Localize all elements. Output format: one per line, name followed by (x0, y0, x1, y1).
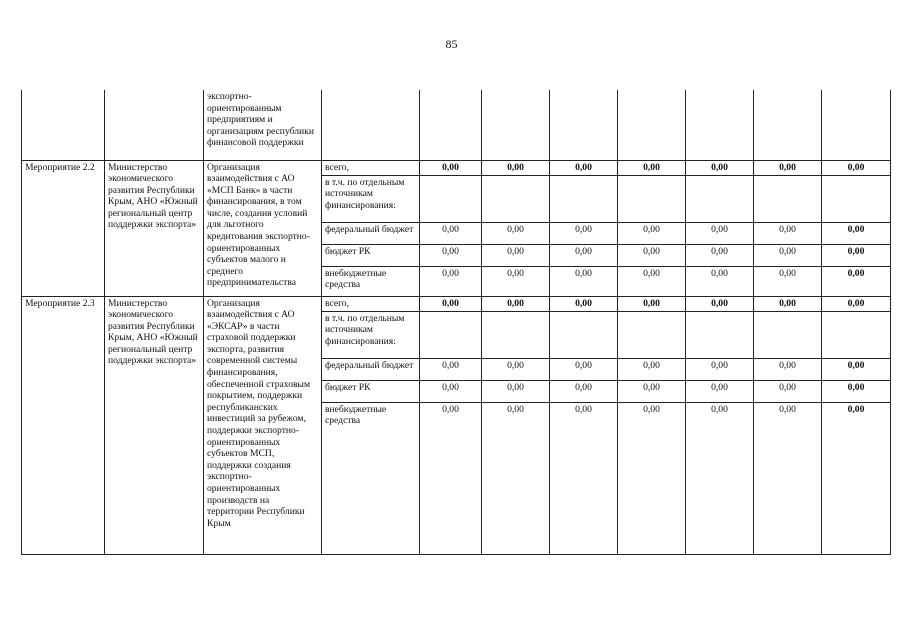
amount-cell: 0,00 (420, 296, 482, 311)
amount-cell (420, 175, 482, 222)
continuation-row (22, 90, 891, 160)
amount-cell: 0,00 (618, 380, 686, 402)
amount-cell: 0,00 (686, 296, 754, 311)
amount-cell: 0,00 (420, 244, 482, 266)
amount-cell: 0,00 (754, 380, 822, 402)
empty-cell (105, 90, 204, 160)
amount-cell: 0,00 (822, 380, 891, 402)
amount-cell: 0,00 (550, 358, 618, 380)
amount-cell: 0,00 (822, 266, 891, 296)
activity-label: Мероприятие 2.3 (22, 296, 105, 554)
amount-cell: 0,00 (754, 244, 822, 266)
amount-cell: 0,00 (482, 358, 550, 380)
amount-cell: 0,00 (754, 358, 822, 380)
amount-cell: 0,00 (420, 402, 482, 554)
activity-executor: Министерство экономического развития Республики Крым, АНО «Южный региональный центр поддержки экспорта» (105, 160, 204, 296)
amount-cell (754, 311, 822, 358)
empty-cell (618, 90, 686, 160)
amount-cell: 0,00 (550, 296, 618, 311)
amount-cell (822, 311, 891, 358)
amount-cell (550, 175, 618, 222)
funding-source: всего, (322, 296, 420, 311)
amount-cell: 0,00 (550, 380, 618, 402)
amount-cell: 0,00 (420, 222, 482, 244)
amount-cell: 0,00 (822, 402, 891, 554)
empty-cell (754, 90, 822, 160)
funding-source: внебюджетные средства (322, 402, 420, 554)
amount-cell (482, 311, 550, 358)
funding-source: федеральный бюджет (322, 358, 420, 380)
amount-cell: 0,00 (550, 266, 618, 296)
activity-executor: Министерство экономического развития Республики Крым, АНО «Южный региональный центр поддержки экспорта» (105, 296, 204, 554)
amount-cell: 0,00 (822, 160, 891, 175)
amount-cell: 0,00 (482, 380, 550, 402)
amount-cell: 0,00 (550, 402, 618, 554)
amount-cell: 0,00 (420, 380, 482, 402)
amount-cell (822, 175, 891, 222)
amount-cell: 0,00 (420, 266, 482, 296)
amount-cell (618, 311, 686, 358)
amount-cell (550, 311, 618, 358)
empty-cell (550, 90, 618, 160)
amount-cell: 0,00 (754, 296, 822, 311)
amount-cell: 0,00 (822, 222, 891, 244)
continuation-description: экспортно-ориентированным предприятиям и организациям республики финансовой поддержки (204, 90, 322, 160)
amount-cell: 0,00 (482, 266, 550, 296)
amount-cell: 0,00 (686, 380, 754, 402)
amount-cell: 0,00 (754, 266, 822, 296)
amount-cell: 0,00 (618, 402, 686, 554)
amount-cell: 0,00 (482, 296, 550, 311)
amount-cell: 0,00 (686, 160, 754, 175)
amount-cell (686, 311, 754, 358)
amount-cell: 0,00 (686, 244, 754, 266)
amount-cell: 0,00 (754, 222, 822, 244)
amount-cell: 0,00 (482, 222, 550, 244)
amount-cell: 0,00 (482, 402, 550, 554)
funding-source: в т.ч. по отдельным источникам финансирования: (322, 175, 420, 222)
funding-source: бюджет РК (322, 380, 420, 402)
amount-cell (482, 175, 550, 222)
activity-description: Организация взаимодействия с АО «ЭКСАР» в части страховой поддержки экспорта, развития современной системы финансирования, обеспеченной страховым покрытием, поддержки республиканских инвестиций за рубежом, поддержки экспортно-ориентированных субъектов МСП, поддержки создания экспортно-ориентированных производств на территории Республики Крым (204, 296, 322, 554)
amount-cell: 0,00 (618, 244, 686, 266)
amount-cell (618, 175, 686, 222)
amount-cell: 0,00 (822, 244, 891, 266)
funding-row (22, 296, 891, 311)
activity-label: Мероприятие 2.2 (22, 160, 105, 296)
amount-cell: 0,00 (550, 222, 618, 244)
empty-cell (322, 90, 420, 160)
amount-cell: 0,00 (618, 160, 686, 175)
empty-cell (420, 90, 482, 160)
activity-description: Организация взаимодействия с АО «МСП Банк» в части финансирования, в том числе, создания условий для льготного кредитования экспортно-ориентированных субъектов малого и среднего предпринимательства (204, 160, 322, 296)
funding-source: в т.ч. по отдельным источникам финансирования: (322, 311, 420, 358)
amount-cell: 0,00 (420, 160, 482, 175)
amount-cell: 0,00 (618, 358, 686, 380)
amount-cell: 0,00 (822, 358, 891, 380)
amount-cell: 0,00 (420, 358, 482, 380)
funding-source: федеральный бюджет (322, 222, 420, 244)
funding-row (22, 160, 891, 175)
funding-source: внебюджетные средства (322, 266, 420, 296)
amount-cell: 0,00 (550, 160, 618, 175)
empty-cell (482, 90, 550, 160)
page-number: 85 (445, 37, 458, 51)
amount-cell: 0,00 (822, 296, 891, 311)
amount-cell: 0,00 (686, 222, 754, 244)
amount-cell (754, 175, 822, 222)
amount-cell: 0,00 (754, 160, 822, 175)
amount-cell: 0,00 (618, 296, 686, 311)
amount-cell: 0,00 (482, 160, 550, 175)
amount-cell: 0,00 (686, 402, 754, 554)
amount-cell: 0,00 (754, 402, 822, 554)
funding-source: бюджет РК (322, 244, 420, 266)
empty-cell (686, 90, 754, 160)
amount-cell: 0,00 (618, 266, 686, 296)
funding-source: всего, (322, 160, 420, 175)
funding-table (21, 90, 891, 555)
amount-cell: 0,00 (482, 244, 550, 266)
amount-cell: 0,00 (686, 266, 754, 296)
amount-cell: 0,00 (686, 358, 754, 380)
amount-cell: 0,00 (618, 222, 686, 244)
amount-cell (686, 175, 754, 222)
table-body (22, 90, 891, 554)
empty-cell (822, 90, 891, 160)
amount-cell (420, 311, 482, 358)
empty-cell (22, 90, 105, 160)
amount-cell: 0,00 (550, 244, 618, 266)
